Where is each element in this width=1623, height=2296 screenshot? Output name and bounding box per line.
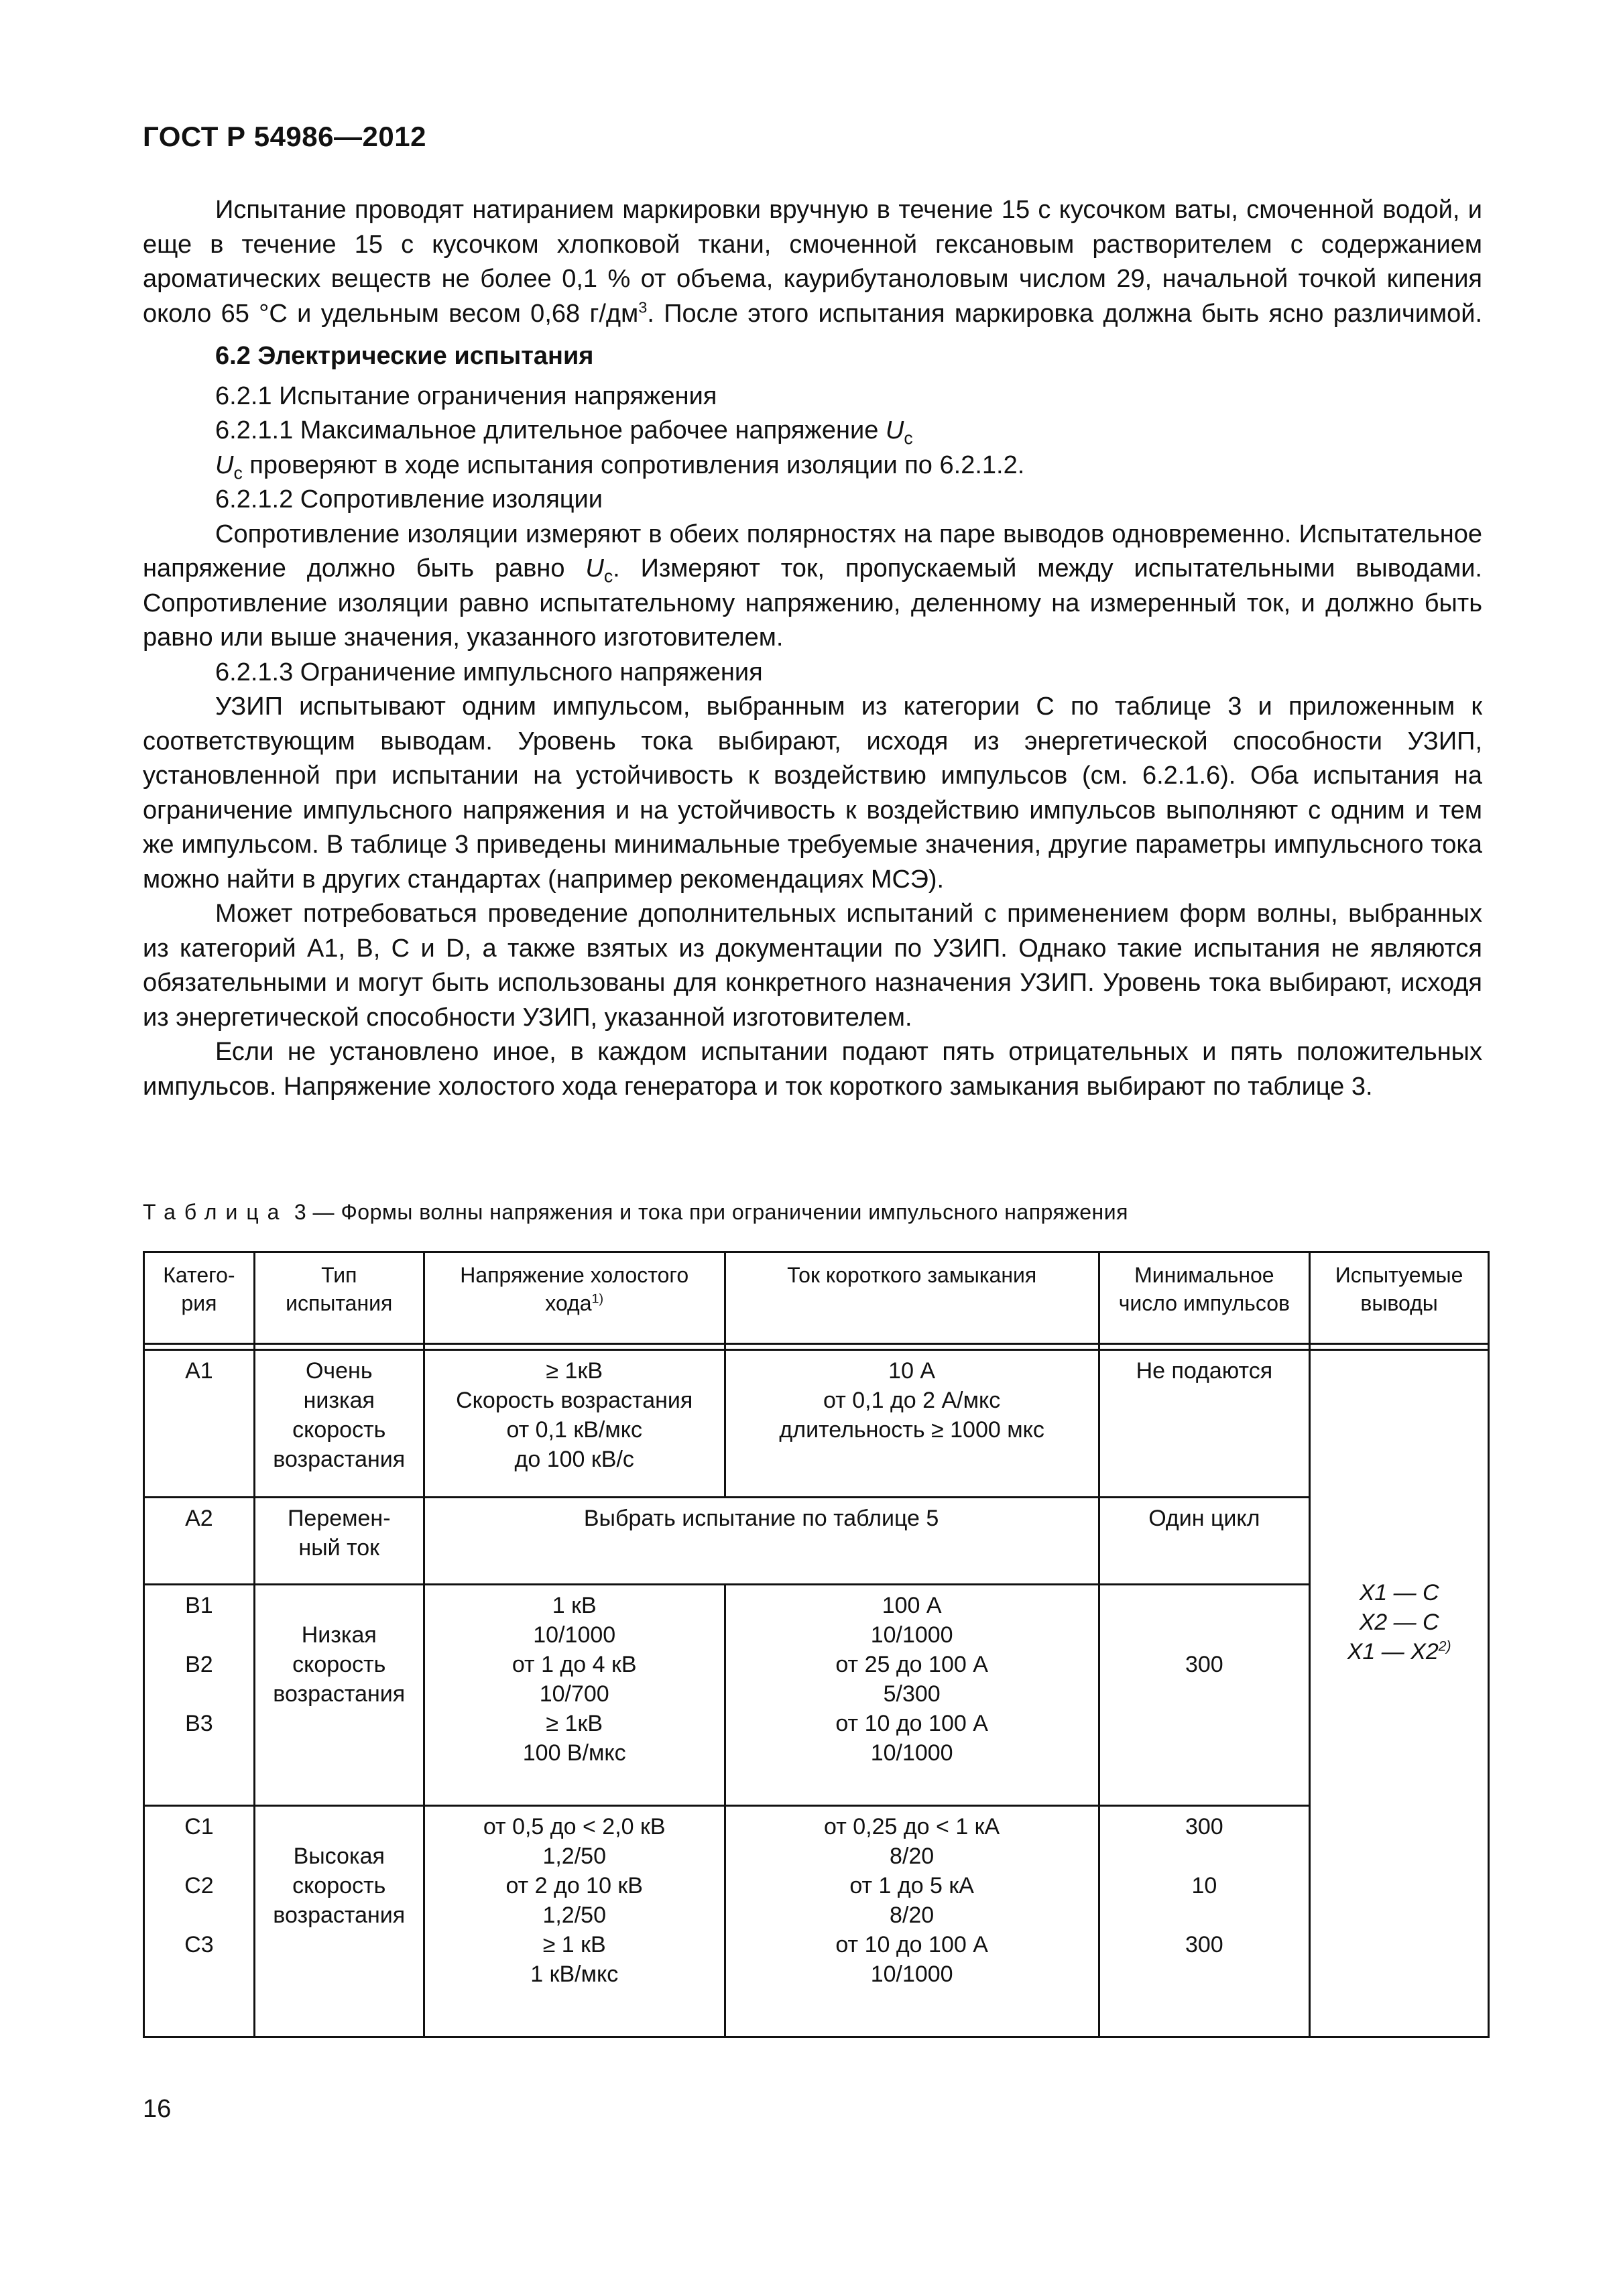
u-symbol: U xyxy=(585,554,604,583)
terminals-text: X1 — C X2 — C X1 — X2 xyxy=(1347,1580,1439,1665)
cell-terminals xyxy=(1310,1350,1489,2037)
cell-category: А1 xyxy=(144,1350,255,1498)
table-caption xyxy=(143,1200,1128,1225)
cell-type: Очень низкая скорость возрастания xyxy=(254,1350,424,1498)
cell-min-pulses: 300 10 300 xyxy=(1099,1806,1310,2037)
body-text xyxy=(143,193,1482,1104)
paragraph-text: Сопротивление изоляции измеряют в обеих полярностях на паре выводов одновременно. Испытательное напряжение должно быть равно xyxy=(143,520,1482,583)
u-subscript: c xyxy=(603,566,613,587)
header-voltage-text: Напряжение холостого хода xyxy=(460,1263,689,1315)
cell-current: 100 А 10/1000 от 25 до 100 А 5/300 от 10 до 100 А 10/1000 xyxy=(725,1585,1099,1806)
cell-category: В1 В2 В3 xyxy=(144,1585,255,1806)
u-subscript: c xyxy=(233,463,243,483)
subsection-6-2-1-1 xyxy=(143,414,1482,448)
header-voltage xyxy=(424,1252,725,1344)
header-terminals: Испытуемые выводы xyxy=(1310,1252,1489,1344)
table-row xyxy=(144,1498,1489,1585)
paragraph-last: Если не установлено иное, в каждом испытании подают пять отрицательных и пять положительных импульсов. Напряжение холостого хода генератора и ток короткого замыкания выбирают по таблице 3. xyxy=(143,1038,1482,1101)
cell-current: от 0,25 до < 1 кА 8/20 от 1 до 5 кА 8/20 от 10 до 100 А 10/1000 xyxy=(725,1806,1099,2037)
cell-min-pulses: 300 xyxy=(1099,1585,1310,1806)
cell-category: А2 xyxy=(144,1498,255,1585)
superscript: 3 xyxy=(638,298,648,316)
cell-merged: Выбрать испытание по таблице 5 xyxy=(424,1498,1099,1585)
page-number: 16 xyxy=(143,2095,172,2123)
cell-type: Низкая скорость возрастания xyxy=(254,1585,424,1806)
table-row xyxy=(144,1585,1489,1806)
section-heading: 6.2 Электрические испытания xyxy=(215,342,594,370)
paragraph-uc-check xyxy=(143,448,1482,483)
cell-voltage: от 0,5 до < 2,0 кВ 1,2/50 от 2 до 10 кВ 1,2/50 ≥ 1 кВ 1 кВ/мкс xyxy=(424,1806,725,2037)
cell-min-pulses: Один цикл xyxy=(1099,1498,1310,1585)
cell-voltage: 1 кВ 10/1000 от 1 до 4 кВ 10/700 ≥ 1кВ 100 В/мкс xyxy=(424,1585,725,1806)
header-min-pulses: Минимальное число импульсов xyxy=(1099,1252,1310,1344)
paragraph-text: проверяют в ходе испытания сопротивления изоляции по 6.2.1.2. xyxy=(242,450,1025,479)
header-type: Тип испытания xyxy=(254,1252,424,1344)
subsection-6-2-1: 6.2.1 Испытание ограничения напряжения xyxy=(215,381,717,410)
terminals-footnote: 2) xyxy=(1438,1638,1451,1654)
cell-voltage: ≥ 1кВ Скорость возрастания от 0,1 кВ/мкс до 100 кВ/с xyxy=(424,1350,725,1498)
header-gap-row xyxy=(144,1344,1489,1350)
u-subscript: c xyxy=(904,428,913,448)
subsection-6-2-1-3: 6.2.1.3 Ограничение импульсного напряжения xyxy=(215,658,763,686)
paragraph-additional: Может потребоваться проведение дополнительных испытаний с применением форм волны, выбранных из категорий А1, В, С и D, а также взятых из документации по УЗИП. Однако такие испытания не являются обязательными и могут быть использованы для конкретного назначения УЗИП. Уровень тока выбирают, исходя из энергетической способности УЗИП, указанной изготовителем. xyxy=(143,900,1482,1032)
paragraph-insulation xyxy=(143,518,1482,656)
paragraph-text: Испытание проводят натиранием маркировки вручную в течение 15 с кусочком ваты, смоченной водой, и еще в течение 15 с кусочком хлопковой ткани, смоченной гексановым растворителем с содержанием ароматических веществ не более 0,1 % от объема, каурибутаноловым числом 29, начальной точкой кипения около 65 °С и удельным весом 0,68 г/дм xyxy=(143,196,1482,328)
document-header: ГОСТ Р 54986—2012 xyxy=(143,121,426,152)
cell-current: 10 А от 0,1 до 2 А/мкс длительность ≥ 1000 мкс xyxy=(725,1350,1099,1498)
u-symbol: U xyxy=(215,450,234,479)
table-row xyxy=(144,1806,1489,2037)
u-symbol: U xyxy=(885,416,904,444)
paragraph-text-end: . После этого испытания маркировка должна быть ясно различимой. xyxy=(647,299,1483,328)
header-current: Ток короткого замыкания xyxy=(725,1252,1099,1344)
cell-type: Перемен- ный ток xyxy=(254,1498,424,1585)
waveform-table xyxy=(143,1251,1490,2038)
paragraph-impulse: УЗИП испытывают одним импульсом, выбранным из категории С по таблице 3 и приложенным к соответствующим выводам. Уровень тока выбирают, исходя из энергетической способности УЗИП, установленной при испытании на устойчивость к воздействию импульсов (см. 6.2.1.6). Оба испытания на ограничение импульсного напряжения и на устойчивость к воздействию импульсов выполняют с одним и тем же импульсом. В таблице 3 приведены минимальные требуемые значения, другие параметры импульсного тока можно найти в других стандартах (например рекомендациях МСЭ). xyxy=(143,692,1482,894)
table-header-row xyxy=(144,1252,1489,1344)
header-category: Катего- рия xyxy=(144,1252,255,1344)
subsection-text: 6.2.1.1 Максимальное длительное рабочее напряжение xyxy=(215,416,886,444)
cell-category: С1 С2 С3 xyxy=(144,1806,255,2037)
cell-type: Высокая скорость возрастания xyxy=(254,1806,424,2037)
table-row xyxy=(144,1350,1489,1498)
subsection-6-2-1-2: 6.2.1.2 Сопротивление изоляции xyxy=(215,485,603,513)
cell-min-pulses: Не подаются xyxy=(1099,1350,1310,1498)
caption-prefix: Таблица xyxy=(143,1200,288,1224)
caption-text: 3 — Формы волны напряжения и тока при ограничении импульсного напряжения xyxy=(288,1200,1128,1224)
header-voltage-footnote: 1) xyxy=(591,1291,604,1307)
paragraph-marking-test xyxy=(143,193,1482,331)
paragraph-text-end: . Измеряют ток, пропускаемый между испытательными выводами. Сопротивление изоляции равно испытательному напряжению, деленному на измеренный ток, и должно быть равно или выше значения, указанного изготовителем. xyxy=(143,554,1482,652)
